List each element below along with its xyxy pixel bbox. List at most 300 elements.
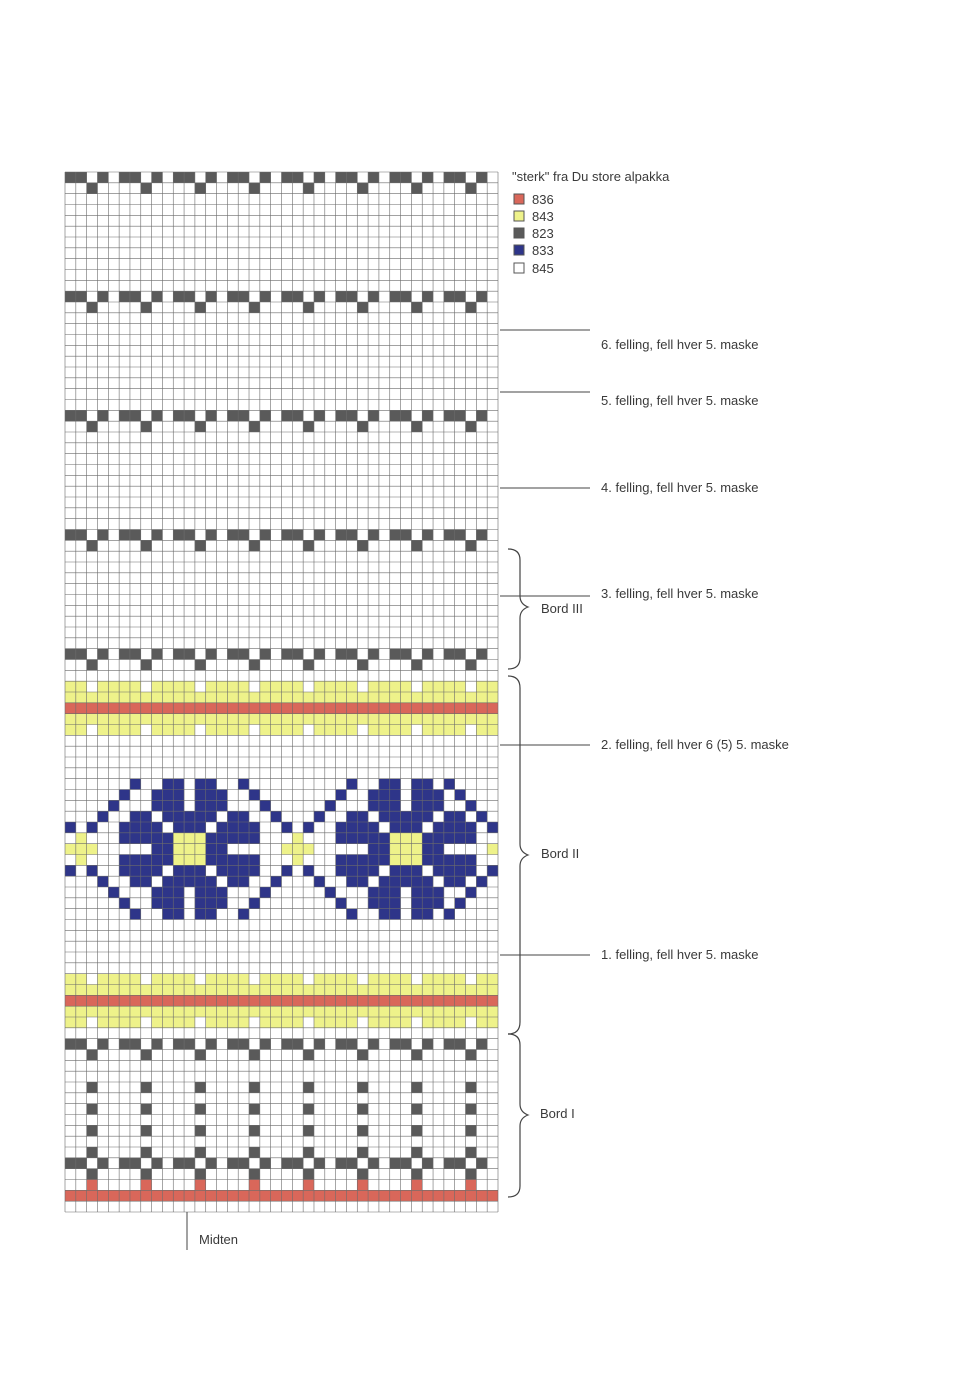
stitch-cell [227,725,238,736]
stitch-cell [162,811,173,822]
stitch-cell [260,800,271,811]
stitch-cell [227,172,238,183]
stitch-cell [444,1039,455,1050]
stitch-cell [227,822,238,833]
stitch-cell [217,898,228,909]
stitch-cell [433,833,444,844]
stitch-cell [466,865,477,876]
stitch-cell [444,172,455,183]
stitch-cell [401,974,412,985]
stitch-cell [390,909,401,920]
stitch-cell [466,887,477,898]
stitch-cell [184,692,195,703]
stitch-cell [444,995,455,1006]
stitch-cell [184,1039,195,1050]
decrease-4-label: 4. felling, fell hver 5. maske [601,480,759,495]
legend-code-845: 845 [532,261,554,276]
stitch-cell [119,530,130,541]
stitch-cell [476,291,487,302]
stitch-cell [368,1039,379,1050]
stitch-cell [303,421,314,432]
stitch-cell [357,985,368,996]
stitch-cell [184,833,195,844]
stitch-cell [314,1006,325,1017]
stitch-cell [422,855,433,866]
stitch-cell [87,540,98,551]
stitch-cell [141,865,152,876]
stitch-cell [379,909,390,920]
stitch-cell [206,855,217,866]
stitch-cell [433,681,444,692]
stitch-cell [152,855,163,866]
stitch-cell [466,855,477,866]
stitch-cell [487,974,498,985]
stitch-cell [346,995,357,1006]
stitch-cell [108,692,119,703]
stitch-cell [97,995,108,1006]
stitch-cell [336,865,347,876]
stitch-cell [433,887,444,898]
stitch-cell [487,692,498,703]
stitch-cell [217,822,228,833]
stitch-cell [292,703,303,714]
stitch-cell [433,985,444,996]
stitch-cell [368,844,379,855]
stitch-cell [206,887,217,898]
stitch-cell [401,172,412,183]
stitch-cell [173,822,184,833]
stitch-cell [455,649,466,660]
stitch-cell [206,800,217,811]
stitch-cell [141,183,152,194]
stitch-cell [336,692,347,703]
stitch-cell [195,887,206,898]
stitch-cell [141,876,152,887]
stitch-cell [152,865,163,876]
stitch-cell [184,974,195,985]
stitch-cell [390,855,401,866]
stitch-cell [76,1158,87,1169]
stitch-cell [195,1147,206,1158]
stitch-cell [238,985,249,996]
stitch-cell [195,995,206,1006]
stitch-cell [336,898,347,909]
stitch-cell [249,995,260,1006]
stitch-cell [476,974,487,985]
stitch-cell [162,779,173,790]
legend-swatch-845 [514,263,524,273]
legend-code-823: 823 [532,226,554,241]
stitch-cell [152,291,163,302]
stitch-cell [97,1006,108,1017]
stitch-cell [206,1158,217,1169]
stitch-cell [422,811,433,822]
stitch-cell [476,692,487,703]
stitch-cell [249,1006,260,1017]
stitch-cell [466,1082,477,1093]
stitch-cell [346,649,357,660]
stitch-cell [195,790,206,801]
stitch-cell [108,1006,119,1017]
stitch-cell [401,714,412,725]
stitch-cell [368,790,379,801]
stitch-cell [97,172,108,183]
stitch-cell [227,811,238,822]
stitch-cell [444,822,455,833]
stitch-cell [217,855,228,866]
stitch-cell [357,660,368,671]
stitch-cell [433,898,444,909]
stitch-cell [466,692,477,703]
stitch-cell [357,703,368,714]
stitch-cell [184,291,195,302]
stitch-cell [401,291,412,302]
stitch-cell [303,1190,314,1201]
stitch-cell [357,1180,368,1191]
stitch-cell [97,714,108,725]
stitch-cell [303,822,314,833]
stitch-cell [357,1082,368,1093]
legend-swatch-823 [514,228,524,238]
stitch-cell [119,1006,130,1017]
stitch-cell [422,1158,433,1169]
stitch-cell [411,703,422,714]
stitch-cell [487,714,498,725]
stitch-cell [368,833,379,844]
stitch-cell [303,1104,314,1115]
stitch-cell [141,855,152,866]
stitch-cell [357,302,368,313]
stitch-cell [422,410,433,421]
stitch-cell [76,974,87,985]
stitch-cell [162,1190,173,1201]
stitch-cell [346,1017,357,1028]
stitch-cell [76,1190,87,1201]
stitch-cell [303,540,314,551]
stitch-cell [162,974,173,985]
stitch-cell [346,865,357,876]
stitch-cell [184,1190,195,1201]
stitch-cell [314,291,325,302]
stitch-cell [368,1190,379,1201]
stitch-cell [217,865,228,876]
stitch-cell [141,421,152,432]
stitch-cell [238,855,249,866]
stitch-cell [314,530,325,541]
stitch-cell [346,530,357,541]
stitch-cell [119,172,130,183]
stitch-cell [411,692,422,703]
stitch-cell [444,779,455,790]
stitch-cell [238,1006,249,1017]
stitch-cell [282,172,293,183]
stitch-cell [357,855,368,866]
stitch-cell [260,714,271,725]
stitch-cell [141,995,152,1006]
stitch-cell [455,1039,466,1050]
stitch-cell [292,1158,303,1169]
stitch-cell [206,833,217,844]
stitch-cell [97,681,108,692]
stitch-cell [476,681,487,692]
stitch-cell [152,898,163,909]
stitch-cell [390,995,401,1006]
stitch-cell [195,833,206,844]
stitch-cell [401,1158,412,1169]
stitch-cell [466,660,477,671]
stitch-cell [282,1017,293,1028]
stitch-cell [206,1017,217,1028]
legend [512,169,670,276]
stitch-cell [249,1180,260,1191]
stitch-cell [227,410,238,421]
stitch-cell [130,833,141,844]
stitch-cell [76,995,87,1006]
stitch-cell [455,291,466,302]
stitch-cell [97,703,108,714]
stitch-cell [184,985,195,996]
stitch-cell [162,898,173,909]
stitch-cell [271,974,282,985]
stitch-cell [411,876,422,887]
stitch-cell [292,1017,303,1028]
stitch-cell [65,974,76,985]
stitch-cell [76,681,87,692]
stitch-cell [217,1017,228,1028]
stitch-cell [217,703,228,714]
stitch-cell [130,811,141,822]
stitch-cell [173,833,184,844]
stitch-cell [390,974,401,985]
stitch-cell [422,1006,433,1017]
stitch-cell [292,681,303,692]
stitch-cell [444,909,455,920]
stitch-cell [152,844,163,855]
stitch-cell [390,692,401,703]
stitch-cell [260,692,271,703]
stitch-cell [195,800,206,811]
stitch-cell [303,1050,314,1061]
stitch-cell [444,291,455,302]
stitch-cell [65,1006,76,1017]
stitch-cell [108,887,119,898]
stitch-cell [152,1039,163,1050]
stitch-cell [162,703,173,714]
stitch-cell [130,855,141,866]
stitch-cell [444,410,455,421]
stitch-cell [108,995,119,1006]
stitch-cell [206,1006,217,1017]
stitch-cell [108,974,119,985]
stitch-cell [282,1158,293,1169]
stitch-cell [336,714,347,725]
stitch-cell [379,876,390,887]
stitch-cell [195,302,206,313]
stitch-cell [249,833,260,844]
stitch-cell [411,855,422,866]
stitch-cell [390,1006,401,1017]
stitch-cell [346,1006,357,1017]
stitch-cell [444,833,455,844]
stitch-cell [227,865,238,876]
stitch-cell [152,703,163,714]
stitch-cell [379,681,390,692]
stitch-cell [65,1190,76,1201]
stitch-cell [411,302,422,313]
stitch-cell [487,995,498,1006]
stitch-cell [173,1190,184,1201]
stitch-cell [336,172,347,183]
stitch-cell [314,1017,325,1028]
stitch-cell [455,811,466,822]
stitch-cell [487,822,498,833]
stitch-cell [379,833,390,844]
stitch-cell [390,681,401,692]
stitch-cell [444,1006,455,1017]
stitch-cell [390,714,401,725]
stitch-cell [466,822,477,833]
stitch-cell [152,530,163,541]
center-label: Midten [199,1232,239,1247]
stitch-cell [325,995,336,1006]
stitch-cell [314,725,325,736]
decrease-3-label: 3. felling, fell hver 5. maske [601,586,759,601]
stitch-cell [455,898,466,909]
stitch-cell [368,172,379,183]
stitch-cell [65,714,76,725]
stitch-cell [357,1169,368,1180]
stitch-cell [87,1190,98,1201]
stitch-cell [466,302,477,313]
stitch-cell [141,302,152,313]
stitch-cell [141,822,152,833]
stitch-cell [184,811,195,822]
stitch-cell [411,898,422,909]
stitch-cell [76,985,87,996]
stitch-cell [292,410,303,421]
stitch-cell [217,995,228,1006]
stitch-cell [411,714,422,725]
stitch-cell [390,410,401,421]
stitch-cell [65,649,76,660]
stitch-cell [444,725,455,736]
stitch-cell [401,725,412,736]
stitch-cell [357,1147,368,1158]
stitch-cell [173,855,184,866]
stitch-cell [455,681,466,692]
stitch-cell [422,844,433,855]
stitch-cell [466,1190,477,1201]
stitch-cell [411,660,422,671]
stitch-cell [217,985,228,996]
stitch-cell [336,291,347,302]
stitch-cell [87,1180,98,1191]
stitch-cell [217,1006,228,1017]
stitch-cell [303,985,314,996]
stitch-cell [206,898,217,909]
stitch-cell [390,985,401,996]
stitch-cell [195,1050,206,1061]
stitch-cell [97,1039,108,1050]
stitch-cell [173,800,184,811]
stitch-cell [206,291,217,302]
border-braces [508,549,528,1197]
stitch-cell [487,844,498,855]
stitch-cell [227,985,238,996]
stitch-cell [184,649,195,660]
stitch-cell [238,714,249,725]
stitch-cell [249,985,260,996]
stitch-cell [173,811,184,822]
stitch-cell [130,1190,141,1201]
stitch-cell [444,1190,455,1201]
stitch-cell [195,855,206,866]
stitch-cell [466,1147,477,1158]
stitch-cell [314,811,325,822]
stitch-cell [238,172,249,183]
stitch-cell [173,876,184,887]
stitch-cell [206,410,217,421]
stitch-cell [444,1158,455,1169]
stitch-cell [444,985,455,996]
stitch-cell [119,985,130,996]
stitch-cell [455,703,466,714]
stitch-cell [260,1158,271,1169]
stitch-cell [119,703,130,714]
decrease-6-label: 6. felling, fell hver 5. maske [601,337,759,352]
stitch-cell [195,876,206,887]
stitch-cell [466,703,477,714]
stitch-cell [162,995,173,1006]
stitch-cell [314,714,325,725]
stitch-cell [249,183,260,194]
stitch-cell [336,855,347,866]
stitch-cell [336,833,347,844]
stitch-cell [195,692,206,703]
stitch-cell [173,887,184,898]
stitch-cell [184,725,195,736]
stitch-cell [184,681,195,692]
stitch-cell [357,865,368,876]
stitch-cell [65,995,76,1006]
stitch-cell [130,779,141,790]
stitch-cell [444,649,455,660]
stitch-cell [206,844,217,855]
stitch-cell [130,985,141,996]
stitch-cell [476,985,487,996]
stitch-cell [184,714,195,725]
stitch-cell [195,822,206,833]
stitch-cell [368,974,379,985]
stitch-cell [249,1104,260,1115]
stitch-cell [336,1190,347,1201]
stitch-cell [368,1017,379,1028]
stitch-cell [206,811,217,822]
stitch-cell [87,692,98,703]
stitch-cell [217,800,228,811]
stitch-cell [390,1017,401,1028]
stitch-cell [249,1169,260,1180]
stitch-cell [130,974,141,985]
stitch-cell [87,865,98,876]
stitch-cell [130,692,141,703]
stitch-cell [238,1017,249,1028]
stitch-cell [184,844,195,855]
stitch-cell [65,725,76,736]
stitch-cell [422,985,433,996]
stitch-cell [282,410,293,421]
stitch-cell [238,865,249,876]
